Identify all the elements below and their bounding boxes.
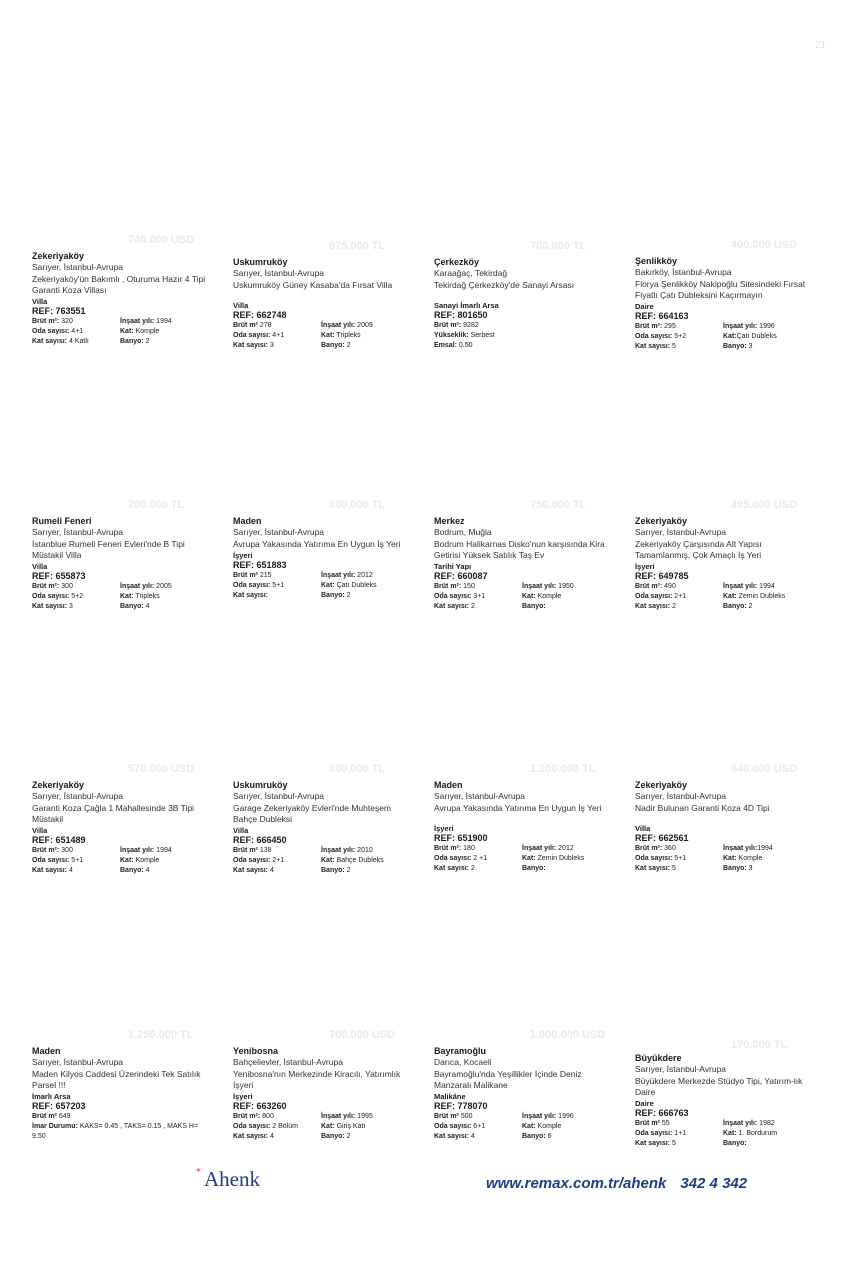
spec-floor: Kat: 1. Bordurum	[723, 1130, 778, 1137]
listing-card[interactable]	[635, 1039, 813, 1149]
listing-description: Yenibosna'nın Merkezinde Kiracılı, Yatırımlık İşyeri	[233, 1069, 401, 1090]
listing-ref: REF: 662748	[233, 310, 287, 320]
listing-location: Merkez	[434, 516, 465, 526]
spec-area: Brüt m²: 9282	[434, 322, 479, 329]
listing-ref: REF: 662561	[635, 833, 689, 843]
listing-type: İmarlı Arsa	[32, 1092, 71, 1101]
listing-region: Sarıyer, İstanbul-Avrupa	[233, 791, 325, 801]
listing-region: Karaağaç, Tekirdağ	[434, 268, 508, 278]
listing-ref: REF: 778070	[434, 1101, 488, 1111]
listing-type: Villa	[32, 826, 48, 835]
listing-description: Uskumruköy Güney Kasaba'da Fırsat Villa	[233, 280, 393, 290]
spec-floors: Kat sayısı: 2	[635, 603, 676, 610]
spec-year: İnşaat yılı: 2012	[522, 845, 574, 852]
page-number: 21	[815, 40, 827, 51]
spec-area: Brüt m²: 150	[434, 583, 475, 590]
listing-location: Büyükdere	[635, 1053, 682, 1063]
listing-location: Zekeriyaköy	[32, 251, 85, 261]
listing-region: Sarıyer, İstanbul-Avrupa	[635, 527, 727, 537]
listing-location: Uskumruköy	[233, 257, 288, 267]
spec-area: Brüt m²: 300	[32, 847, 73, 854]
spec-bath: Banyo:	[723, 1140, 747, 1147]
spec-bath: Banyo: 4	[120, 867, 150, 874]
spec-zoning: İmar Durumu: KAKS= 0.45 , TAKS= 0.15 , MAKS H= 9.50	[32, 1123, 199, 1140]
listing-specs	[233, 571, 411, 601]
listing-card[interactable]	[233, 763, 411, 876]
listing-region: Sarıyer, İstanbul-Avrupa	[635, 1064, 727, 1074]
listing-location: Çerkezköy	[434, 257, 480, 267]
listing-region: Darıca, Kocaeli	[434, 1057, 492, 1067]
listing-card[interactable]	[32, 499, 210, 612]
spec-area: Brüt m² 55	[635, 1120, 670, 1127]
listing-ref: REF: 763551	[32, 306, 86, 316]
listing-card[interactable]	[635, 239, 813, 352]
listing-card[interactable]	[233, 499, 411, 601]
listing-location: Bayramoğlu	[434, 1046, 487, 1056]
spec-rooms: Oda sayısı: 3+1	[434, 593, 486, 600]
spec-floors: Kat sayısı:	[233, 592, 269, 599]
listing-price: 570.000 USD	[128, 763, 195, 775]
spec-year: İnşaat yılı: 1996	[723, 323, 775, 330]
listing-specs	[233, 321, 411, 351]
listing-card[interactable]	[635, 499, 813, 612]
listing-specs	[635, 322, 813, 352]
listing-region: Bahçelievler, İstanbul-Avrupa	[233, 1057, 343, 1067]
listing-description: Maden Kilyos Caddesi Üzerindeki Tek Satılık Parsel !!!	[32, 1069, 201, 1090]
listing-price: 1.100.000 TL	[530, 763, 596, 775]
spec-rooms: Oda sayısı: 1+1	[635, 1130, 687, 1137]
spec-area: Brüt m²: 320	[32, 318, 73, 325]
spec-rooms: Oda sayısı: 5+1	[32, 857, 84, 864]
listing-ref: REF: 651883	[233, 560, 287, 570]
spec-bath: Banyo: 2	[723, 603, 753, 610]
listing-ref: REF: 660087	[434, 571, 488, 581]
spec-area: Brüt m²: 800	[233, 1113, 274, 1120]
listing-description: Bodrum Halikarnas Disko'nun karşısında Kira Getirisi Yüksek Satılık Taş Ev	[434, 539, 605, 560]
listing-location: Yenibosna	[233, 1046, 279, 1056]
listing-type: Villa	[233, 301, 249, 310]
listing-ref: REF: 664163	[635, 311, 689, 321]
listing-location: Zekeriyaköy	[635, 780, 688, 790]
listing-specs	[233, 1112, 411, 1142]
spec-year: İnşaat yılı: 2012	[321, 572, 373, 579]
listing-type: Malikâne	[434, 1092, 466, 1101]
listing-type: Tarihi Yapı	[434, 562, 472, 571]
listing-description: Tekirdağ Çerkezköy'de Sanayi Arsası	[434, 280, 575, 290]
spec-bath: Banyo:	[522, 603, 546, 610]
listing-specs	[32, 317, 210, 347]
listing-specs	[635, 844, 813, 874]
spec-floor: Kat: Komple	[120, 328, 160, 335]
listing-region: Bodrum, Muğla	[434, 527, 492, 537]
listing-specs	[32, 846, 210, 876]
listing-card[interactable]	[233, 1029, 411, 1142]
listing-type: İşyeri	[233, 551, 253, 560]
spec-ratio: Emsal: 0.50	[434, 342, 473, 349]
spec-bath: Banyo: 3	[723, 343, 753, 350]
listing-specs	[635, 1119, 813, 1149]
website-link[interactable]: www.remax.com.tr/ahenk	[486, 1175, 667, 1192]
listing-price: 700.000 USD	[329, 1029, 396, 1041]
spec-year: İnşaat yılı: 2010	[321, 847, 373, 854]
listing-type: Villa	[32, 562, 48, 571]
listing-price: 675.000 TL	[329, 240, 386, 252]
spec-rooms: Oda sayısı: 5+2	[635, 333, 687, 340]
listing-location: Zekeriyaköy	[635, 516, 688, 526]
spec-floors: Kat sayısı: 3	[233, 342, 274, 349]
listing-description: Florya Şenlikköy Nakipoğlu Sitesindeki Fırsat Fiyatlı Çatı Dubleksini Kaçırmayın	[635, 279, 806, 300]
listing-ref: REF: 663260	[233, 1101, 287, 1111]
listing-location: Uskumruköy	[233, 780, 288, 790]
listing-description: Avrupa Yakasında Yatırıma En Uygun İş Yeri	[434, 803, 602, 813]
listing-price: 800.000 TL	[329, 499, 386, 511]
spec-floor: Kat: Tripleks	[321, 332, 361, 339]
listing-description: Zekeriyaköy Çarşısında Alt Yapısı Tamamlanmış, Çok Amaçlı İş Yeri	[635, 539, 762, 560]
spec-floors: Kat sayısı: 5	[635, 343, 676, 350]
listing-card[interactable]	[32, 763, 210, 876]
listing-ref: REF: 657203	[32, 1101, 86, 1111]
listing-card[interactable]	[434, 499, 612, 612]
listing-type: Villa	[635, 824, 651, 833]
listing-ref: REF: 655873	[32, 571, 86, 581]
spec-floor: Kat: Komple	[522, 1123, 562, 1130]
listing-region: Sarıyer, İstanbul-Avrupa	[233, 527, 325, 537]
spec-area: Brüt m² 215	[233, 572, 272, 579]
listing-type: Villa	[233, 826, 249, 835]
listing-location: Maden	[32, 1046, 61, 1056]
listing-location: Zekeriyaköy	[32, 780, 85, 790]
spec-floor: Kat: Komple	[723, 855, 763, 862]
spec-floors: Kat sayısı: 4	[233, 867, 274, 874]
listing-specs	[32, 1112, 210, 1142]
listing-type: Daire	[635, 1099, 654, 1108]
spec-floors: Kat sayısı: 5	[635, 1140, 676, 1147]
spec-floor: Kat: Komple	[522, 593, 562, 600]
listing-price: 1.000.000 USD	[530, 1029, 606, 1041]
spec-year: İnşaat yılı: 1996	[522, 1113, 574, 1120]
logo-text: Ahenk	[204, 1167, 260, 1191]
listing-price: 640.000 USD	[731, 763, 798, 775]
listing-card[interactable]	[635, 763, 813, 874]
spec-rooms: Oda sayısı: 2+1	[233, 857, 285, 864]
listing-description: Bayramoğlu'nda Yeşillikler İçinde Deniz Manzaralı Malikane	[434, 1069, 582, 1090]
listing-ref: REF: 649785	[635, 571, 689, 581]
footer-contact	[486, 1175, 747, 1192]
spec-area: Brüt m² 278	[233, 322, 272, 329]
listing-description: Avrupa Yakasında Yatırıma En Uygun İş Yeri	[233, 539, 401, 549]
spec-bath: Banyo: 4	[120, 603, 150, 610]
listing-card[interactable]	[434, 763, 612, 874]
spec-floors: Kat sayısı: 4	[233, 1133, 274, 1140]
spec-bath: Banyo: 2	[321, 867, 351, 874]
spec-rooms: Oda sayısı: 2+1	[635, 593, 687, 600]
spec-area: Brüt m²: 180	[434, 845, 475, 852]
listing-price: 800.000 TL	[329, 763, 386, 775]
listing-type: İşyeri	[635, 562, 655, 571]
listing-type: Villa	[32, 297, 48, 306]
spec-area: Brüt m²: 300	[32, 583, 73, 590]
spec-bath: Banyo:	[522, 865, 546, 872]
spec-rooms: Oda sayısı: 6+1	[434, 1123, 486, 1130]
listing-price: 750.000 TL	[530, 499, 587, 511]
listing-specs	[635, 582, 813, 612]
listing-specs	[434, 321, 612, 351]
listing-ref: REF: 651900	[434, 833, 488, 843]
listing-card[interactable]	[434, 1029, 612, 1142]
listing-description: İstanblue Rumeli Feneri Evleri'nde B Tipi Müstakil Villa	[32, 539, 185, 560]
listing-card[interactable]	[32, 234, 210, 347]
listing-specs	[233, 846, 411, 876]
listing-type: Daire	[635, 302, 654, 311]
spec-floor: Kat: Zemin Dubleks	[522, 855, 585, 862]
listing-location: Maden	[434, 780, 463, 790]
spec-floors: Kat sayısı: 5	[635, 865, 676, 872]
spec-bath: Banyo: 2	[321, 592, 351, 599]
spec-year: İnşaat yılı: 1994	[723, 583, 775, 590]
spec-floors: Kat sayısı: 3	[32, 603, 73, 610]
spec-floor: Kat: Zemin Dubleks	[723, 593, 786, 600]
listing-location: Maden	[233, 516, 262, 526]
spec-bath: Banyo: 2	[120, 338, 150, 345]
listing-region: Sarıyer, İstanbul-Avrupa	[32, 527, 124, 537]
spec-bath: Banyo: 2	[321, 1133, 351, 1140]
listing-location: Şenlikköy	[635, 256, 678, 266]
listing-description: Nadir Bulunan Garanti Koza 4D Tipi	[635, 803, 770, 813]
listing-ref: REF: 801650	[434, 310, 488, 320]
listing-region: Sarıyer, İstanbul-Avrupa	[32, 1057, 124, 1067]
listing-price: 700.000 TL	[530, 240, 587, 252]
listing-card[interactable]	[434, 240, 612, 351]
listing-price: 170.000 TL	[731, 1039, 788, 1051]
spec-rooms: Oda sayısı: 5+2	[32, 593, 84, 600]
spec-rooms: Oda sayısı: 2 +1	[434, 855, 488, 862]
spec-area: Brüt m²: 490	[635, 583, 676, 590]
listing-type: İşyeri	[233, 1092, 253, 1101]
listing-card[interactable]	[233, 240, 411, 351]
listing-description: Zekeriyaköy'ün Bakımlı , Oturuma Hazır 4 Tipi Garanti Koza Villası	[32, 274, 206, 295]
spec-bath: Banyo: 2	[321, 342, 351, 349]
listing-ref: REF: 666450	[233, 835, 287, 845]
spec-floors: Kat sayısı: 4	[434, 1133, 475, 1140]
spec-height: Yükseklik: Serbest	[434, 332, 495, 339]
spec-bath: Banyo: 6	[522, 1133, 552, 1140]
spec-year: İnşaat yılı: 2009	[321, 322, 373, 329]
listing-specs	[434, 1112, 612, 1142]
spec-area: Brüt m²: 360	[635, 845, 676, 852]
listing-price: 780.000 TL	[128, 499, 185, 511]
listing-region: Sarıyer, İstanbul-Avrupa	[32, 791, 124, 801]
spec-area: Brüt m² 649	[32, 1113, 71, 1120]
listing-card[interactable]	[32, 1029, 210, 1142]
spec-year: İnşaat yılı: 1994	[120, 318, 172, 325]
spec-rooms: Oda sayısı: 5+1	[233, 582, 285, 589]
spec-area: Brüt m² 500	[434, 1113, 473, 1120]
spec-floor: Kat: Komple	[120, 857, 160, 864]
listing-type: Sanayi İmarlı Arsa	[434, 301, 499, 310]
spec-floor: Kat: Çatı Dubleks	[321, 582, 377, 589]
spec-year: İnşaat yılı:1994	[723, 845, 773, 852]
spec-floors: Kat sayısı: 2	[434, 603, 475, 610]
listing-region: Bakırköy, İstanbul-Avrupa	[635, 267, 732, 277]
spec-floors: Kat sayısı: 2	[434, 865, 475, 872]
spec-year: İnşaat yılı: 2005	[120, 583, 172, 590]
listing-price: 1.250.000 TL	[128, 1029, 194, 1041]
spec-floors: Kat sayısı: 4	[32, 867, 73, 874]
spec-rooms: Oda sayısı: 5+1	[635, 855, 687, 862]
listing-ref: REF: 651489	[32, 835, 86, 845]
spec-bath: Banyo: 3	[723, 865, 753, 872]
spec-year: İnşaat yılı: 1995	[321, 1113, 373, 1120]
listing-region: Sarıyer, İstanbul-Avrupa	[635, 791, 727, 801]
listing-region: Sarıyer, İstanbul-Avrupa	[32, 262, 124, 272]
spec-floor: Kat: Bahçe Dubleks	[321, 857, 384, 864]
spec-area: Brüt m²: 295	[635, 323, 676, 330]
listing-description: Büyükdere Merkezde Stüdyo Tipi, Yatırım-lık Daire	[635, 1076, 803, 1097]
phone-number: 342 4 342	[680, 1175, 748, 1192]
listing-price: 495.000 USD	[731, 499, 798, 511]
listing-price: 400.000 USD	[731, 239, 798, 251]
spec-floor: Kat: Tripleks	[120, 593, 160, 600]
spec-year: İnşaat yılı: 1982	[723, 1120, 775, 1127]
listing-description: Garanti Koza Çağla 1 Mahallesinde 3B Tipi Müstakil	[32, 803, 195, 824]
spec-rooms: Oda sayısı: 4+1	[32, 328, 84, 335]
spec-rooms: Oda sayısı: 4+1	[233, 332, 285, 339]
spec-year: İnşaat yılı: 1994	[120, 847, 172, 854]
spec-floor: Kat:Çatı Dubleks	[723, 333, 777, 340]
spec-floor: Kat: Giriş Katı	[321, 1123, 366, 1130]
listing-region: Sarıyer, İstanbul-Avrupa	[233, 268, 325, 278]
listing-specs	[434, 582, 612, 612]
listing-specs	[434, 844, 612, 874]
listing-price: 740.000 USD	[128, 234, 195, 246]
listing-specs	[32, 582, 210, 612]
listing-description: Garage Zekeriyaköy Evleri'nde Muhteşem Bahçe Dubleksi	[233, 803, 391, 824]
listing-type: İşyeri	[434, 824, 454, 833]
listing-location: Rumeli Feneri	[32, 516, 92, 526]
ahenk-logo	[196, 1167, 260, 1192]
listing-region: Sarıyer, İstanbul-Avrupa	[434, 791, 526, 801]
star-icon: *	[196, 1167, 201, 1178]
spec-rooms: Oda sayısı: 2 Bölüm	[233, 1123, 298, 1130]
spec-year: İnşaat yılı: 1950	[522, 583, 574, 590]
spec-floors: Kat sayısı: 4 Katlı	[32, 338, 89, 345]
spec-area: Brüt m² 138	[233, 847, 272, 854]
listing-ref: REF: 666763	[635, 1108, 689, 1118]
